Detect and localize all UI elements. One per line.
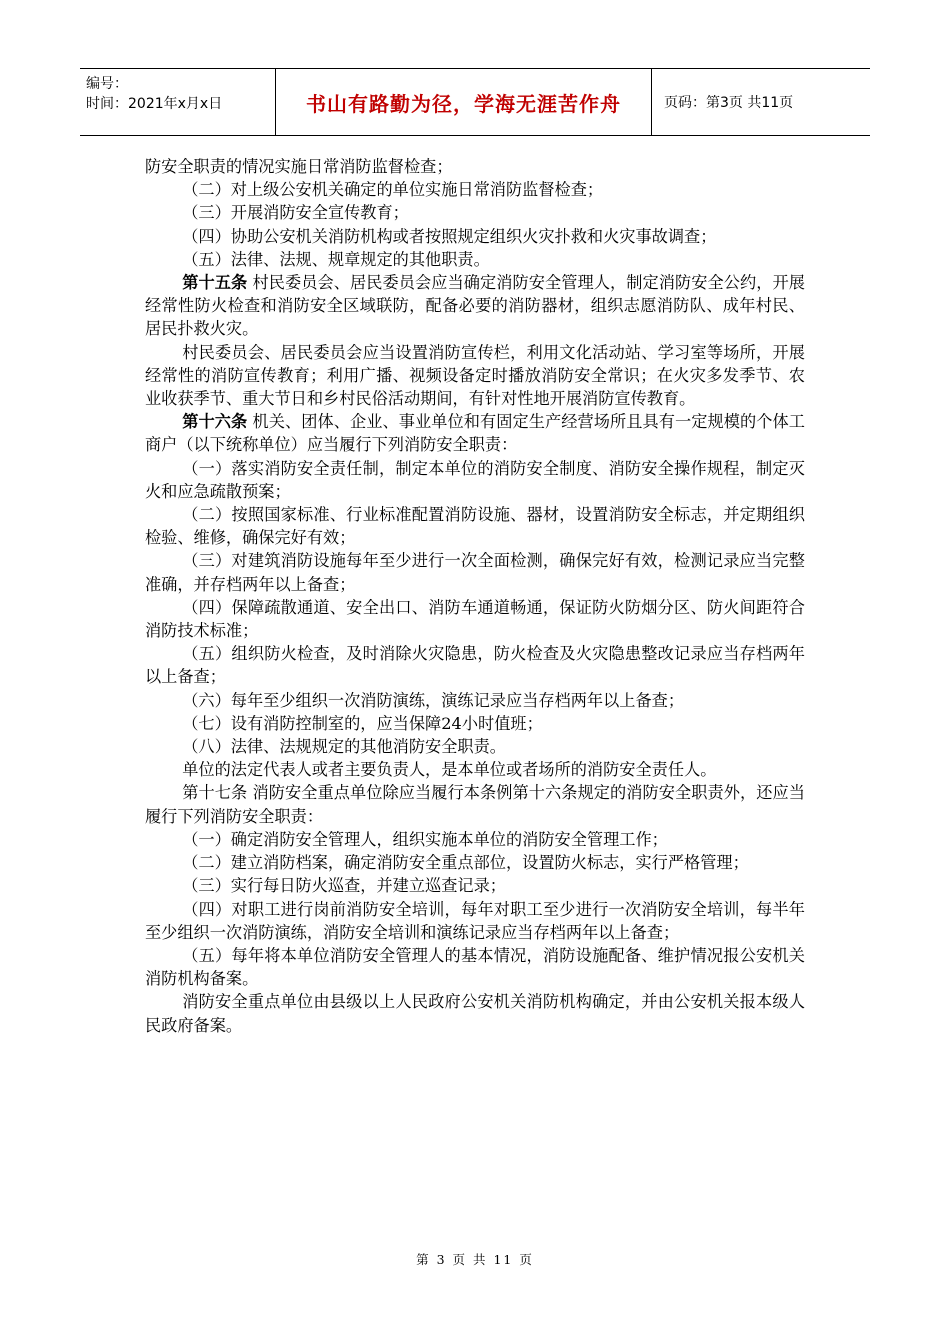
paragraph — [145, 758, 805, 781]
document-time: 时间：2021年x月x日 — [86, 96, 223, 112]
paragraph-text: （二）建立消防档案，确定消防安全重点部位，设置防火标志，实行严格管理； — [182, 853, 749, 873]
paragraph — [145, 225, 805, 248]
paragraph-text: （五）每年将本单位消防安全管理人的基本情况，消防设施配备、维护情况报公安机关消防机构备案。 — [145, 945, 805, 989]
page-footer: 第 3 页 共 11 页 — [416, 1252, 534, 1267]
paragraph-text: 机关、团体、企业、事业单位和有固定生产经营场所且具有一定规模的个体工商户（以下统称单位）应当履行下列消防安全职责： — [145, 412, 805, 455]
paragraph — [145, 596, 805, 642]
document-number: 编号： — [86, 76, 128, 92]
paragraph — [145, 898, 805, 944]
paragraph-text: 村民委员会、居民委员会应当确定消防安全管理人，制定消防安全公约，开展经常性防火检查和消防安全区域联防，配备必要的消防器材，组织志愿消防队、成年村民、居民扑救火灾。 — [145, 273, 805, 339]
article-heading: 第十五条 — [182, 273, 248, 293]
paragraph — [145, 712, 805, 735]
paragraph-text: 防安全职责的情况实施日常消防监督检查； — [145, 157, 453, 176]
paragraph-text: （三）实行每日防火巡查，并建立巡查记录； — [182, 876, 506, 896]
paragraph — [145, 874, 805, 897]
header-info-cell — [80, 69, 276, 135]
paragraph — [145, 201, 805, 224]
paragraph — [145, 990, 805, 1036]
paragraph-text: （五）组织防火检查，及时消除火灾隐患，防火检查及火灾隐患整改记录应当存档两年以上备查； — [145, 644, 805, 687]
paragraph — [145, 503, 805, 549]
paragraph — [145, 155, 805, 178]
paragraph-text: （五）法律、法规、规章规定的其他职责。 — [182, 249, 490, 269]
paragraph-text: （四）对职工进行岗前消防安全培训，每年对职工至少进行一次消防安全培训，每半年至少组织一次消防演练，消防安全培训和演练记录应当存档两年以上备查； — [145, 899, 805, 942]
paragraph — [145, 178, 805, 201]
paragraph-text: 消防安全重点单位由县级以上人民政府公安机关消防机构确定，并由公安机关报本级人民政府备案。 — [145, 992, 805, 1035]
paragraph — [145, 642, 805, 688]
paragraph-text: 单位的法定代表人或者主要负责人，是本单位或者场所的消防安全责任人。 — [182, 760, 717, 780]
paragraph-text: （八）法律、法规规定的其他消防安全职责。 — [182, 737, 506, 757]
article-17 — [145, 781, 805, 827]
paragraph — [145, 457, 805, 503]
paragraph — [145, 735, 805, 758]
paragraph-text: （一）落实消防安全责任制，制定本单位的消防安全制度、消防安全操作规程，制定灭火和应急疏散预案； — [145, 458, 805, 501]
article-heading: 第十六条 — [182, 412, 248, 432]
page-header — [80, 68, 870, 136]
article-16 — [145, 410, 805, 456]
paragraph-text: （二）对上级公安机关确定的单位实施日常消防监督检查； — [182, 180, 604, 200]
paragraph — [145, 549, 805, 595]
paragraph-text: （四）协助公安机关消防机构或者按照规定组织火灾扑救和火灾事故调查； — [182, 226, 717, 246]
paragraph — [145, 341, 805, 411]
paragraph — [145, 851, 805, 874]
header-motto: 书山有路勤为径，学海无涯苦作舟 — [276, 69, 652, 135]
paragraph — [145, 689, 805, 712]
paragraph-text: 村民委员会、居民委员会应当设置消防宣传栏，利用文化活动站、学习室等场所，开展经常性的消防宣传教育；利用广播、视频设备定时播放消防安全常识；在火灾多发季节、农业收获季节、重大节日和乡村民俗活动期间，有针对性地开展消防宣传教育。 — [145, 342, 805, 409]
paragraph — [145, 248, 805, 271]
paragraph — [145, 828, 805, 851]
document-body — [145, 155, 805, 1037]
paragraph-text: （七）设有消防控制室的，应当保障24小时值班； — [182, 713, 543, 733]
paragraph — [145, 944, 805, 990]
paragraph-text: （六）每年至少组织一次消防演练，演练记录应当存档两年以上备查； — [182, 690, 685, 710]
paragraph-text: （一）确定消防安全管理人，组织实施本单位的消防安全管理工作； — [182, 829, 668, 849]
article-15 — [145, 271, 805, 341]
header-page-info: 页码：第3页 共11页 — [664, 95, 794, 111]
paragraph-text: （三）开展消防安全宣传教育； — [182, 203, 409, 223]
paragraph-text: （三）对建筑消防设施每年至少进行一次全面检测，确保完好有效，检测记录应当完整准确，并存档两年以上备查； — [145, 551, 805, 594]
paragraph-text: （四）保障疏散通道、安全出口、消防车通道畅通，保证防火防烟分区、防火间距符合消防技术标准； — [145, 597, 805, 641]
paragraph-text: 第十七条 消防安全重点单位除应当履行本条例第十六条规定的消防安全职责外，还应当履行下列消防安全职责： — [145, 783, 805, 826]
paragraph-text: （二）按照国家标准、行业标准配置消防设施、器材，设置消防安全标志，并定期组织检验、维修，确保完好有效； — [145, 505, 805, 548]
